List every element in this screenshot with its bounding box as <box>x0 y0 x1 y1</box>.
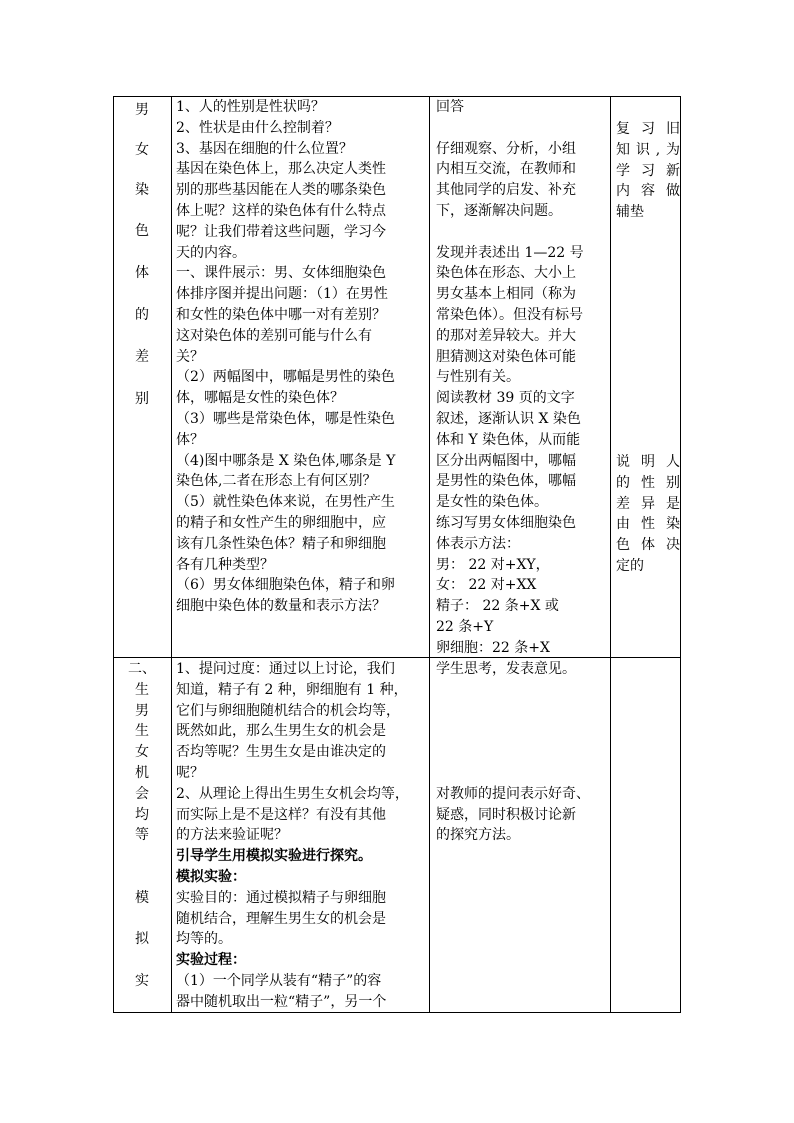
teacher-text-line: 而实际上是不是这样？有没有其他 <box>176 806 386 823</box>
teacher-text-line: 染色体,二者在形态上有何区别？ <box>176 473 377 490</box>
student-text-line: 的探究方法。 <box>436 827 520 844</box>
teacher-text-line: 关？ <box>176 348 204 365</box>
topic-text-line: 会 <box>135 785 149 802</box>
teacher-text-line: 和女性的染色体中哪一对有差别？ <box>176 306 386 323</box>
student-text-line: 的那对差异较大。并大 <box>436 327 576 344</box>
teacher-text-line: 它们与卵细胞随机结合的机会均等， <box>176 702 400 719</box>
student-text-line: 女： 22 对+XX <box>436 577 537 594</box>
intent-text-line: 由性染 <box>616 516 680 533</box>
student-text-line: 体表示方法： <box>436 535 520 552</box>
student-text-line <box>436 118 608 139</box>
teacher-text-line: 该有几条性染色体？精子和卵细胞 <box>176 535 386 552</box>
topic-char: 染 <box>135 182 149 198</box>
topic-text-line: 机 <box>135 764 149 781</box>
student-text-line: 对教师的提问表示好奇、 <box>436 785 590 802</box>
teacher-text-line: 这对染色体的差别可能与什么有 <box>176 327 372 344</box>
topic-text-line: 生 <box>135 723 149 740</box>
teacher-text-line: 知道，精子有 2 种，卵细胞有 1 种， <box>176 681 408 698</box>
topic-text-line: 模 <box>135 889 149 906</box>
teacher-text-line: 细胞中染色体的数量和表示方法？ <box>176 598 386 615</box>
teacher-text-line: 体，哪幅是女性的染色体？ <box>176 390 344 407</box>
row1-design-intent-review <box>616 119 680 223</box>
teacher-text-line: 均等的。 <box>176 931 232 948</box>
topic-text-line: 女 <box>135 744 149 761</box>
row1-teacher-activity <box>176 97 428 617</box>
student-text-line <box>436 742 608 763</box>
student-text-line: 男： 22 对+XY， <box>436 556 550 573</box>
teacher-text-line: （5）就性染色体来说，在男性产生 <box>176 494 395 511</box>
teacher-text-line: 器中随机取出一粒“精子”，另一个 <box>176 993 387 1010</box>
teacher-text-line: 天的内容。 <box>176 244 246 261</box>
student-text-line: 阅读教材 39 页的文字 <box>436 390 575 407</box>
teacher-text-line: （6）男女体细胞染色体，精子和卵 <box>176 577 395 594</box>
topic-text-line <box>114 950 170 971</box>
row2-teacher-activity <box>176 659 428 1013</box>
teacher-text-line: 否均等呢？生男生女是由谁决定的 <box>176 744 386 761</box>
teacher-text-line: 2、性状是由什么控制着？ <box>176 119 339 136</box>
teacher-text-line: 2、从理论上得出生男生女机会均等， <box>176 785 409 802</box>
student-text-line: 练习写男女体细胞染色 <box>436 514 576 531</box>
topic-text-line <box>114 846 170 867</box>
teacher-text-line: 基因在染色体上，那么决定人类性 <box>176 161 386 178</box>
teacher-text-line: 模拟实验： <box>176 868 246 885</box>
teacher-text-line: 别的那些基因能在人类的哪条染色 <box>176 182 386 199</box>
teacher-text-line: （3）哪些是常染色体，哪是性染色 <box>176 410 395 427</box>
teacher-text-line: 1、提问过度：通过以上讨论，我们 <box>176 661 395 677</box>
student-text-line <box>436 763 608 784</box>
student-text-line: 体和 Y 染色体，从而能 <box>436 431 581 448</box>
topic-text-line: 男 <box>135 702 149 719</box>
teacher-text-line: 1、人的性别是性状吗？ <box>176 99 325 115</box>
row2-topic-column <box>114 659 170 992</box>
student-text-line: 是男性的染色体，哪幅 <box>436 473 576 490</box>
teacher-text-line: 体排序图并提出问题：（1）在男性 <box>176 286 388 303</box>
student-text-line: 22 条+Y <box>436 618 494 635</box>
student-text-line: 内相互交流，在教师和 <box>436 161 576 178</box>
topic-char: 别 <box>135 391 149 407</box>
intent-text-line: 知识,为 <box>616 141 680 158</box>
student-text-line: 卵细胞：22 条+X <box>436 639 550 656</box>
row1-design-intent-chromosome <box>616 452 680 577</box>
teacher-text-line: （4)图中哪条是 X 染色体,哪条是 Y <box>176 452 396 469</box>
intent-text-line: 差异是 <box>616 495 680 512</box>
student-text-line: 叙述，逐渐认识 X 染色 <box>436 410 581 427</box>
student-text-line: 回答 <box>436 99 464 115</box>
teacher-text-line: 随机结合，理解生男生女的机会是 <box>176 910 386 927</box>
student-text-line: 是女性的染色体。 <box>436 494 548 511</box>
student-text-line: 精子： 22 条+X 或 <box>436 598 559 615</box>
student-text-line: 男女基本上相同（称为 <box>436 286 576 303</box>
topic-text-line: 实 <box>135 972 149 989</box>
teacher-text-line: 实验过程： <box>176 952 246 969</box>
topic-text-line <box>114 867 170 888</box>
intent-text-line: 学习新 <box>616 162 680 179</box>
teacher-text-line: 体？ <box>176 431 204 448</box>
student-text-line: 仔细观察、分析，小组 <box>436 140 576 157</box>
teacher-text-line: 一、课件展示：男、女体细胞染色 <box>176 265 386 282</box>
intent-text-line: 色体决 <box>616 537 680 554</box>
teacher-text-line: 引导学生用模拟实验进行探究。 <box>176 848 372 865</box>
topic-char: 色 <box>135 223 149 239</box>
teacher-text-line: 既然如此，那么生男生女的机会是 <box>176 723 386 740</box>
teacher-text-line: 的精子和女性产生的卵细胞中，应 <box>176 514 386 531</box>
topic-text-line: 等 <box>135 827 149 844</box>
teacher-text-line: （1）一个同学从装有“精子”的容 <box>176 972 382 989</box>
student-text-line <box>436 222 608 243</box>
teacher-text-line: 各有几种类型？ <box>176 556 274 573</box>
teacher-text-line: 呢？ <box>176 764 204 781</box>
row1-student-activity <box>436 97 608 659</box>
topic-char: 女 <box>135 142 149 158</box>
teacher-text-line: 的方法来验证呢？ <box>176 827 288 844</box>
intent-text-line: 说明人 <box>616 454 680 470</box>
student-text-line: 学生思考，发表意见。 <box>436 661 576 677</box>
topic-char: 男 <box>135 102 149 118</box>
topic-text-line <box>114 909 170 930</box>
student-text-line: 下，逐渐解决问题。 <box>436 202 562 219</box>
student-text-line <box>436 680 608 701</box>
student-text-line: 其他同学的启发、补充 <box>436 182 576 199</box>
teacher-text-line: 体上呢？这样的染色体有什么特点 <box>176 202 386 219</box>
topic-text-line: 均 <box>135 806 149 823</box>
topic-char: 的 <box>135 307 149 323</box>
teacher-text-line: 实验目的：通过模拟精子与卵细胞 <box>176 889 386 906</box>
student-text-line: 发现并表述出 1—22 号 <box>436 244 584 261</box>
topic-text-line: 生 <box>135 681 149 698</box>
student-text-line: 胆猜测这对染色体可能 <box>436 348 576 365</box>
student-text-line: 与性别有关。 <box>436 369 520 386</box>
topic-text-line: 二、 <box>128 661 156 677</box>
intent-text-line: 辅垫 <box>616 204 644 221</box>
topic-text-line: 拟 <box>135 931 149 948</box>
topic-char: 体 <box>135 265 149 281</box>
student-text-line: 常染色体）。但没有标号 <box>436 306 583 323</box>
intent-text-line: 的性别 <box>616 474 680 491</box>
intent-text-line: 定的 <box>616 557 644 574</box>
teacher-text-line: 呢？让我们带着这些问题，学习今 <box>176 223 386 240</box>
student-text-line: 染色体在形态、大小上 <box>436 265 576 282</box>
student-text-line <box>436 701 608 722</box>
student-text-line <box>436 721 608 742</box>
intent-text-line: 内容做 <box>616 183 680 200</box>
row2-student-activity <box>436 659 608 846</box>
teacher-text-line: （2）两幅图中，哪幅是男性的染色 <box>176 369 395 386</box>
intent-text-line: 复习旧 <box>616 121 680 137</box>
student-text-line: 疑惑，同时积极讨论新 <box>436 806 576 823</box>
teacher-text-line: 3、基因在细胞的什么位置？ <box>176 140 353 157</box>
topic-char: 差 <box>135 349 149 365</box>
student-text-line: 区分出两幅图中，哪幅 <box>436 452 576 469</box>
